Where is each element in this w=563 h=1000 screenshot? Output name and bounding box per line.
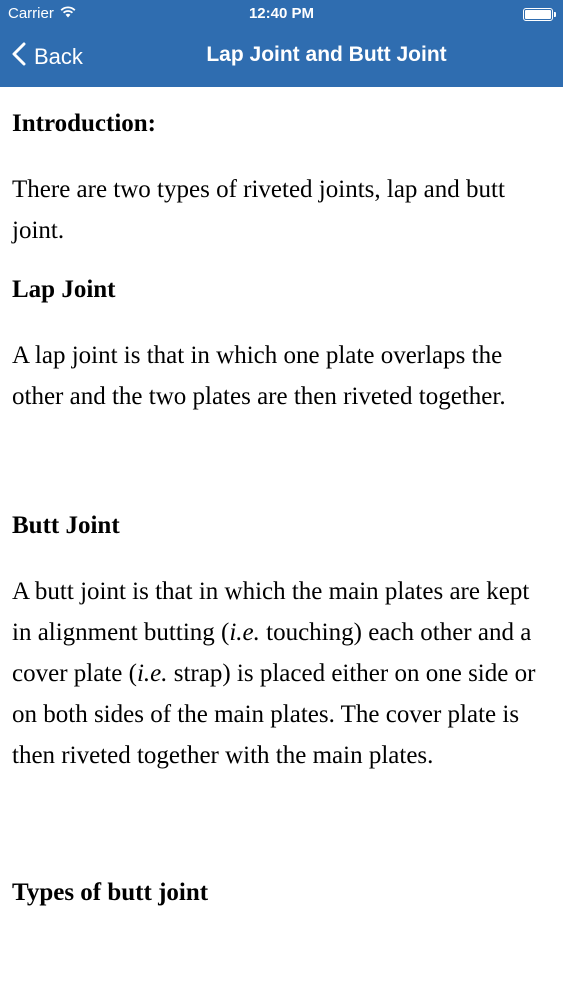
status-time: 12:40 PM — [248, 5, 315, 22]
carrier-label: Carrier — [8, 5, 54, 22]
lap-joint-heading: Lap Joint — [12, 276, 116, 303]
navigation-bar — [0, 29, 563, 87]
ie-abbrev-2: i.e. — [136, 660, 168, 687]
butt-text-part-2: touching) each other and a cover plate ( — [12, 619, 532, 687]
butt-joint-paragraph — [12, 571, 551, 776]
page-title: Lap Joint and Butt Joint — [206, 43, 447, 66]
battery-icon — [523, 8, 553, 21]
intro-paragraph: There are two types of riveted joints, lap and butt joint. — [12, 176, 505, 244]
status-bar — [0, 0, 563, 29]
butt-text-part-1: A butt joint is that in which the main plates are kept in alignment butting ( — [12, 578, 530, 646]
butt-joint-types-heading: Types of butt joint — [12, 879, 209, 906]
ie-abbrev-1: i.e. — [229, 619, 260, 646]
butt-joint-heading: Butt Joint — [12, 512, 120, 539]
intro-heading: Introduction: — [12, 110, 157, 137]
butt-text-part-3: strap) is placed either on one side or on both sides of the main plates. The cover plate is then riveted together with the main plates. — [12, 660, 536, 769]
back-label: Back — [34, 44, 83, 69]
article-content — [0, 87, 563, 910]
app-header — [0, 0, 563, 87]
lap-joint-paragraph: A lap joint is that in which one plate overlaps the other and the two plates are then riveted together. — [12, 342, 506, 410]
